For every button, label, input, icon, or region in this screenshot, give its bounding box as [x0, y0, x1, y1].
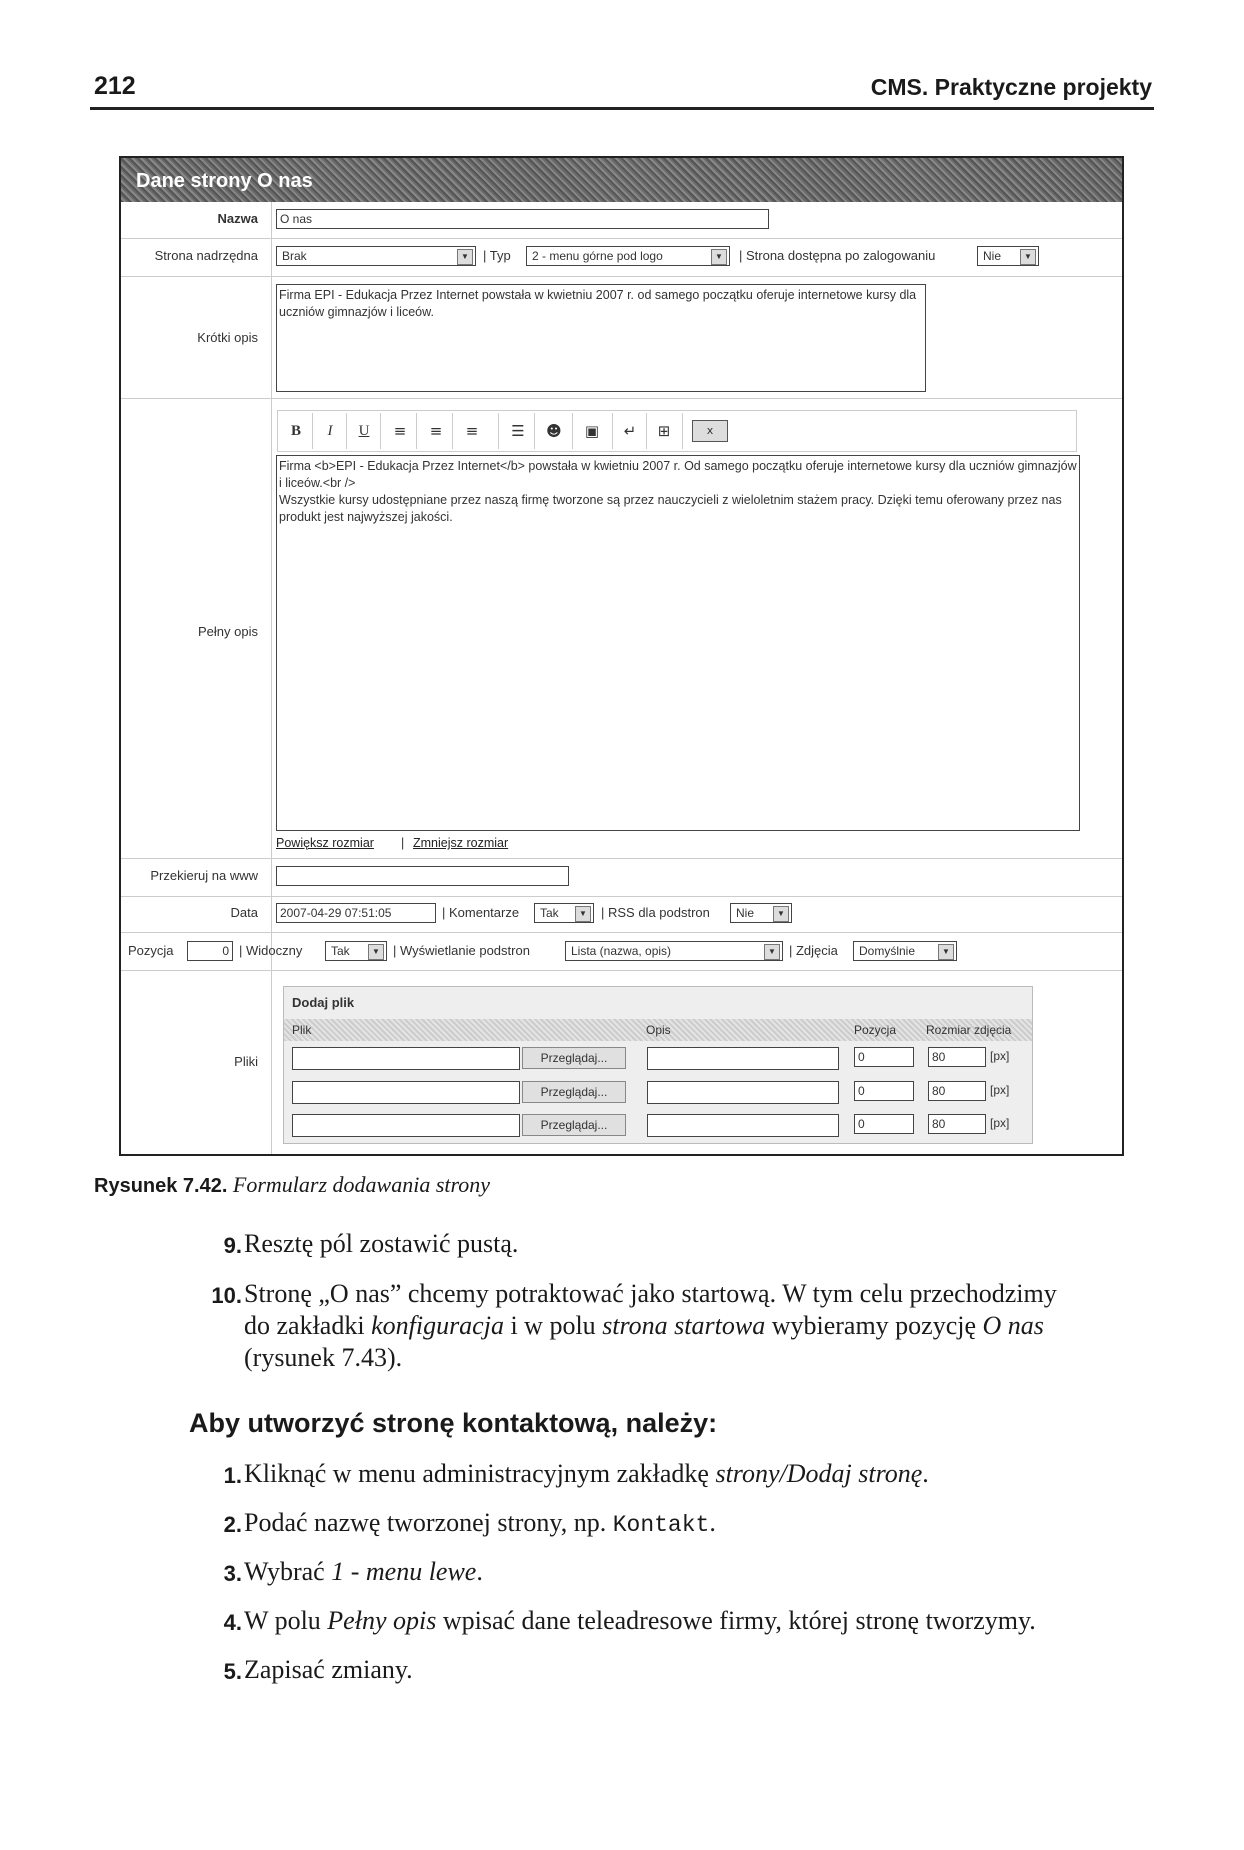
- col-opis: Opis: [646, 1023, 671, 1037]
- chevron-down-icon: ▼: [938, 944, 954, 960]
- step-text: (rysunek 7.43).: [244, 1343, 403, 1372]
- step-number: 3.: [223, 1561, 242, 1586]
- data-input[interactable]: 2007-04-29 07:51:05: [276, 903, 436, 923]
- figure-caption: [94, 1172, 490, 1198]
- file-path-input[interactable]: [292, 1081, 520, 1104]
- chevron-down-icon: ▼: [368, 944, 384, 960]
- step-text: Stronę „O nas” chcemy potraktować jako startową. W tym celu przechodzimy: [244, 1279, 1057, 1308]
- przekieruj-input[interactable]: [276, 866, 569, 886]
- file-opis-input[interactable]: [647, 1081, 839, 1104]
- section-heading: Aby utworzyć stronę kontaktową, należy:: [189, 1408, 718, 1438]
- align-center-icon[interactable]: ≡: [429, 422, 443, 440]
- col-rozmiar: Rozmiar zdjęcia: [926, 1023, 1012, 1037]
- close-icon[interactable]: x: [692, 420, 728, 442]
- step-text: do zakładki konfiguracja i w polu strona startowa wybieramy pozycję O nas: [244, 1311, 1044, 1340]
- chevron-down-icon: ▼: [773, 906, 789, 922]
- chevron-down-icon: ▼: [457, 249, 473, 265]
- italic-icon[interactable]: I: [327, 423, 333, 439]
- caption-text: Formularz dodawania strony: [232, 1172, 491, 1197]
- px-unit: [px]: [990, 1049, 1010, 1063]
- step-number: 2.: [223, 1512, 242, 1537]
- pelny-opis-text-1: Firma <b>EPI - Edukacja Przez Internet</b> powstała w kwietniu 2007 r. Od samego początku oferuje internetowe kursy dla uczniów gimnazjów i liceów.<br />: [279, 459, 1077, 490]
- krotki-opis-label: Krótki opis: [197, 330, 258, 345]
- underline-icon[interactable]: U: [358, 423, 370, 439]
- list-icon[interactable]: ☰: [511, 422, 525, 440]
- file-rozmiar-input[interactable]: 80: [928, 1081, 986, 1101]
- zmniejsz-link[interactable]: Zmniejsz rozmiar: [413, 836, 509, 850]
- table-icon[interactable]: ⊞: [657, 422, 671, 440]
- chevron-down-icon: ▼: [1020, 249, 1036, 265]
- browse-button[interactable]: Przeglądaj...: [522, 1047, 626, 1069]
- zdjecia-label: | Zdjęcia: [789, 943, 838, 958]
- step-number: 4.: [223, 1610, 242, 1635]
- pelny-opis-textarea[interactable]: [276, 455, 1080, 831]
- widoczny-label: | Widoczny: [239, 943, 303, 958]
- komentarze-label: | Komentarze: [442, 905, 520, 920]
- powieksz-link[interactable]: Powiększ rozmiar: [276, 836, 374, 850]
- chevron-down-icon: ▼: [764, 944, 780, 960]
- running-title: CMS. Praktyczne projekty: [870, 74, 1152, 100]
- file-opis-input[interactable]: [647, 1047, 839, 1070]
- wyswietlanie-label: | Wyświetlanie podstron: [393, 943, 530, 958]
- dostepna-label: | Strona dostępna po zalogowaniu: [739, 248, 936, 263]
- pozycja-input[interactable]: 0: [187, 941, 233, 961]
- step-text: Wybrać 1 - menu lewe.: [244, 1557, 483, 1586]
- image-icon[interactable]: ▣: [584, 422, 600, 440]
- przekieruj-label: Przekieruj na www: [150, 868, 258, 883]
- align-right-icon[interactable]: ≡: [465, 422, 479, 440]
- dostepna-select[interactable]: Nie ▼: [977, 246, 1039, 266]
- rss-select[interactable]: Nie ▼: [730, 903, 792, 923]
- step-number: 10.: [211, 1283, 242, 1308]
- nadrzedna-select[interactable]: Brak ▼: [276, 246, 476, 266]
- link-icon[interactable]: ☻: [546, 422, 562, 440]
- page-number: 212: [94, 72, 136, 100]
- step-text: Zapisać zmiany.: [244, 1655, 413, 1684]
- typ-label: | Typ: [483, 248, 511, 263]
- chevron-down-icon: ▼: [575, 906, 591, 922]
- file-path-input[interactable]: [292, 1114, 520, 1137]
- form-title-bar: [121, 158, 1122, 202]
- wyswietlanie-select[interactable]: Lista (nazwa, opis) ▼: [565, 941, 783, 961]
- row-przekieruj: [121, 858, 1122, 897]
- step-number: 9.: [223, 1233, 242, 1258]
- step-text: Podać nazwę tworzonej strony, np. Kontakt.: [244, 1508, 716, 1538]
- komentarze-select[interactable]: Tak ▼: [534, 903, 594, 923]
- editor-toolbar: [277, 410, 1077, 452]
- px-unit: [px]: [990, 1116, 1010, 1130]
- nazwa-input[interactable]: O nas: [276, 209, 769, 229]
- step-text: Kliknąć w menu administracyjnym zakładkę strony/Dodaj stronę.: [244, 1459, 929, 1488]
- line-break-icon[interactable]: ↵: [623, 422, 637, 440]
- file-rozmiar-input[interactable]: 80: [928, 1047, 986, 1067]
- bold-icon[interactable]: B: [290, 423, 301, 439]
- file-rozmiar-input[interactable]: 80: [928, 1114, 986, 1134]
- data-label: Data: [230, 905, 258, 920]
- pelny-opis-text-2: Wszystkie kursy udostępniane przez naszą firmę tworzone są przez nauczycieli z wieloletnim stażem pracy. Dzięki temu oferowany przez nas produkt jest najwyższej jakości.: [279, 493, 1062, 524]
- link-separator: |: [401, 836, 405, 850]
- pliki-label: Pliki: [234, 1054, 258, 1069]
- step-text: W polu Pełny opis wpisać dane teleadresowe firmy, której stronę tworzymy.: [244, 1606, 1036, 1635]
- pozycja-label: Pozycja: [128, 943, 174, 958]
- header-rule: [90, 107, 1154, 110]
- browse-button[interactable]: Przeglądaj...: [522, 1081, 626, 1103]
- step-number: 5.: [223, 1659, 242, 1684]
- pelny-opis-label: Pełny opis: [198, 624, 258, 639]
- step-number: 1.: [223, 1463, 242, 1488]
- caption-lead: Rysunek 7.42.: [94, 1175, 228, 1197]
- browse-button[interactable]: Przeglądaj...: [522, 1114, 626, 1136]
- form-title: Dane strony O nas: [136, 170, 313, 192]
- nazwa-label: Nazwa: [217, 211, 258, 226]
- form-screenshot: [119, 156, 1124, 1156]
- file-opis-input[interactable]: [647, 1114, 839, 1137]
- dodaj-plik-label: Dodaj plik: [292, 995, 355, 1010]
- file-pozycja-input[interactable]: 0: [854, 1047, 914, 1067]
- col-plik: Plik: [292, 1023, 312, 1037]
- file-pozycja-input[interactable]: 0: [854, 1114, 914, 1134]
- chevron-down-icon: ▼: [711, 249, 727, 265]
- krotki-opis-textarea[interactable]: Firma EPI - Edukacja Przez Internet powstała w kwietniu 2007 r. od samego początku oferuje internetowe kursy dla uczniów gimnazjów i liceów.: [276, 284, 926, 392]
- col-pozycja: Pozycja: [854, 1023, 897, 1037]
- file-path-input[interactable]: [292, 1047, 520, 1070]
- zdjecia-select[interactable]: Domyślnie ▼: [853, 941, 957, 961]
- files-panel: [283, 986, 1033, 1144]
- rss-label: | RSS dla podstron: [601, 905, 710, 920]
- step-text: Resztę pól zostawić pustą.: [244, 1229, 519, 1258]
- nadrzedna-label: Strona nadrzędna: [154, 248, 258, 263]
- align-left-icon[interactable]: ≡: [393, 422, 407, 440]
- file-pozycja-input[interactable]: 0: [854, 1081, 914, 1101]
- typ-select[interactable]: 2 - menu górne pod logo ▼: [526, 246, 730, 266]
- px-unit: [px]: [990, 1083, 1010, 1097]
- widoczny-select[interactable]: Tak ▼: [325, 941, 387, 961]
